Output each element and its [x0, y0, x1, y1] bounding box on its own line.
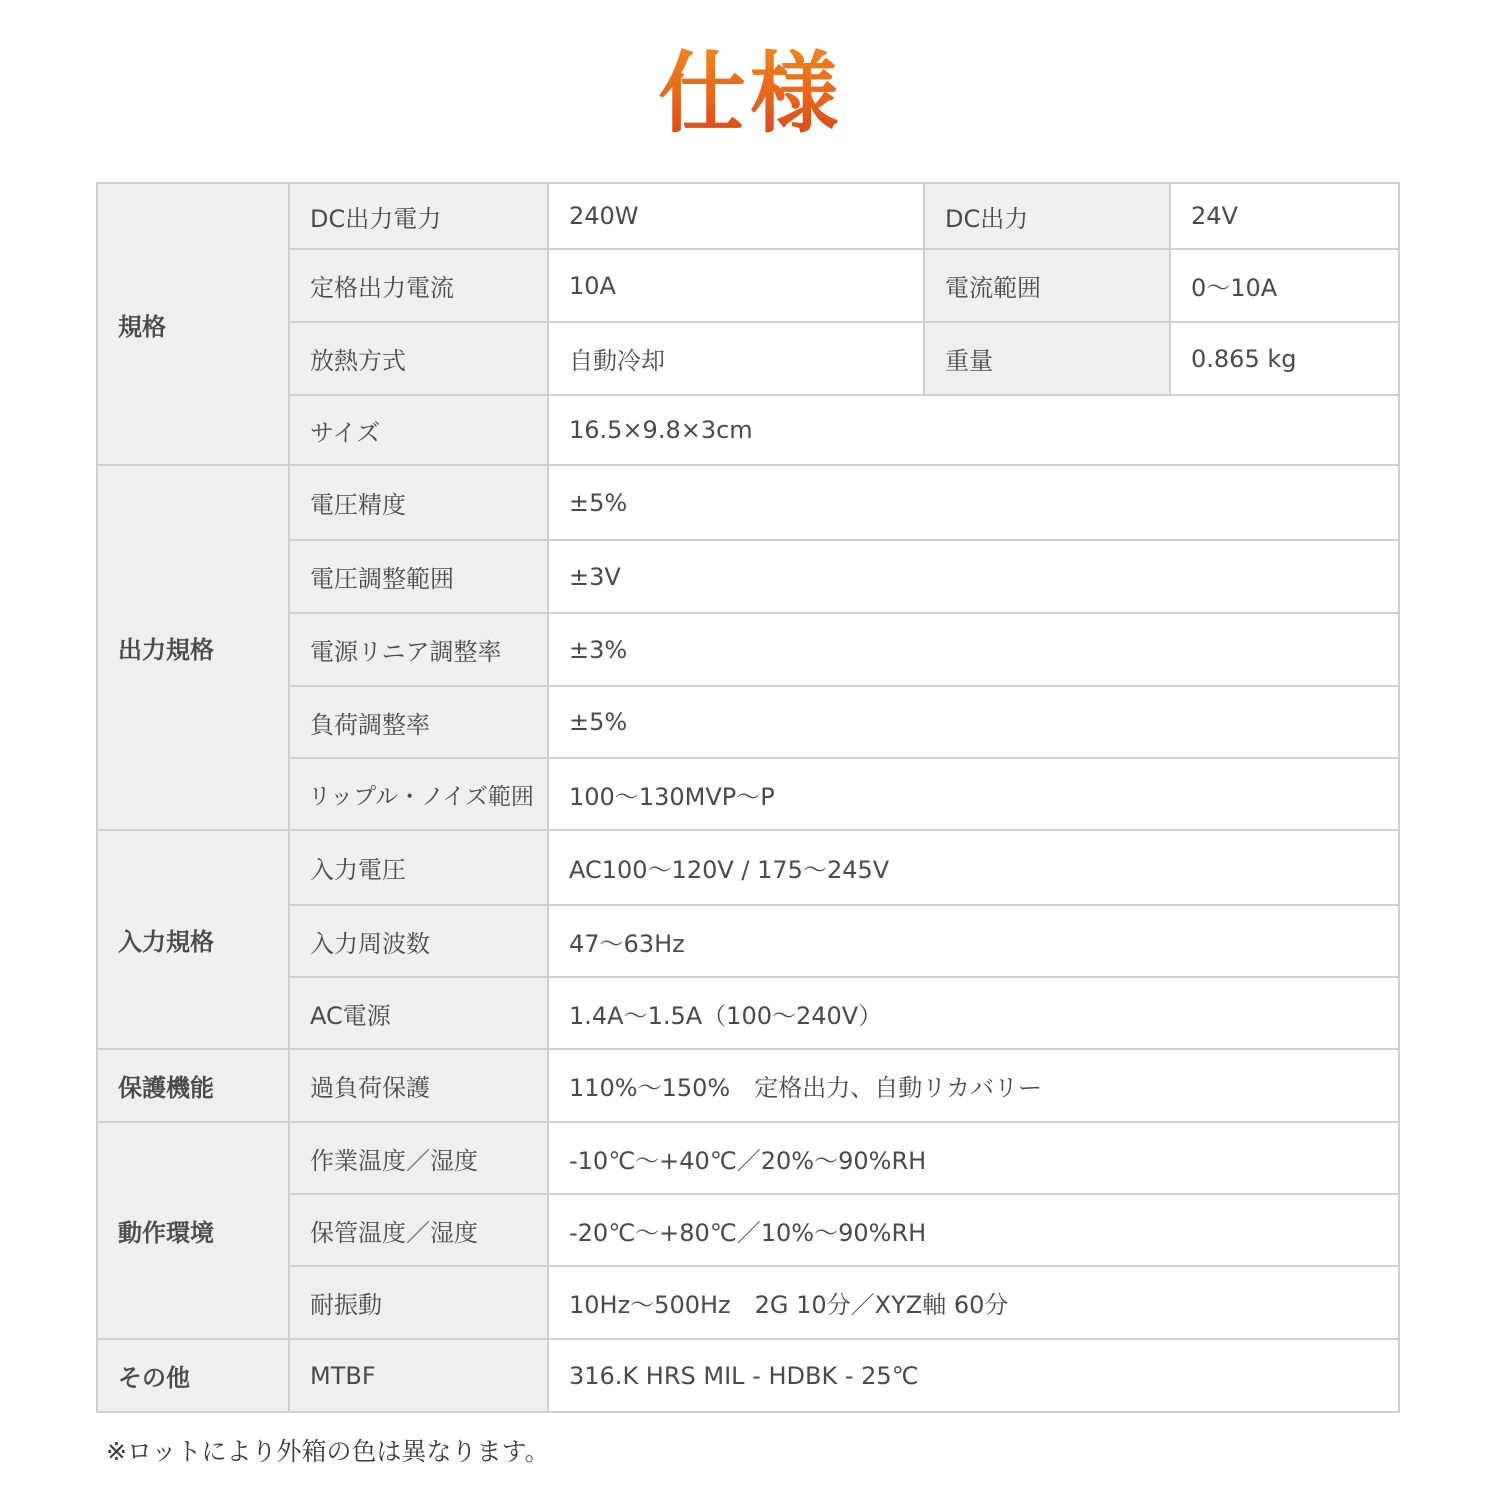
spec-label: DC出力	[924, 183, 1170, 249]
spec-label: サイズ	[289, 395, 548, 465]
spec-label: DC出力電力	[289, 183, 548, 249]
spec-value: 47～63Hz	[548, 905, 1399, 977]
footnote: ※ロットにより外箱の色は異なります。	[106, 1437, 550, 1466]
spec-value: 自動冷却	[548, 322, 924, 395]
spec-label: AC電源	[289, 977, 548, 1049]
table-row	[97, 977, 1399, 1049]
spec-value: 10Hz～500Hz 2G 10分／XYZ軸 60分	[548, 1266, 1399, 1339]
spec-label: 電圧調整範囲	[289, 540, 548, 613]
spec-value: -20℃～+80℃／10%～90%RH	[548, 1194, 1399, 1266]
spec-label: 電源リニア調整率	[289, 613, 548, 686]
table-row	[97, 1049, 1399, 1122]
table-row	[97, 1122, 1399, 1194]
table-row	[97, 1339, 1399, 1412]
spec-label: 負荷調整率	[289, 686, 548, 758]
category-spec: 規格	[97, 183, 289, 465]
spec-value: 0.865 kg	[1170, 322, 1399, 395]
spec-value: ±3V	[548, 540, 1399, 613]
spec-value: 16.5×9.8×3cm	[548, 395, 1399, 465]
table-row	[97, 613, 1399, 686]
page-title: 仕様	[0, 38, 1500, 148]
spec-value: 1.4A～1.5A（100～240V）	[548, 977, 1399, 1049]
table-row	[97, 830, 1399, 905]
table-row	[97, 686, 1399, 758]
spec-value: 10A	[548, 249, 924, 322]
spec-value: 100～130MVP～P	[548, 758, 1399, 830]
category-protection: 保護機能	[97, 1049, 289, 1122]
table-row	[97, 249, 1399, 322]
spec-label: 放熱方式	[289, 322, 548, 395]
category-environment: 動作環境	[97, 1122, 289, 1339]
spec-value: -10℃～+40℃／20%～90%RH	[548, 1122, 1399, 1194]
spec-label: 保管温度／湿度	[289, 1194, 548, 1266]
spec-label: 定格出力電流	[289, 249, 548, 322]
spec-value: ±3%	[548, 613, 1399, 686]
table-row	[97, 1194, 1399, 1266]
spec-value: 316.K HRS MIL - HDBK - 25℃	[548, 1339, 1399, 1412]
table-row	[97, 905, 1399, 977]
spec-label: 重量	[924, 322, 1170, 395]
table-row	[97, 322, 1399, 395]
spec-label: リップル・ノイズ範囲	[289, 758, 548, 830]
spec-label: 電圧精度	[289, 465, 548, 540]
spec-value: ±5%	[548, 465, 1399, 540]
spec-value: AC100～120V / 175～245V	[548, 830, 1399, 905]
spec-label: 電流範囲	[924, 249, 1170, 322]
spec-value: ±5%	[548, 686, 1399, 758]
category-input: 入力規格	[97, 830, 289, 1049]
spec-label: 入力電圧	[289, 830, 548, 905]
spec-table	[96, 182, 1400, 1413]
table-row	[97, 183, 1399, 249]
spec-value: 240W	[548, 183, 924, 249]
spec-label: 過負荷保護	[289, 1049, 548, 1122]
category-output: 出力規格	[97, 465, 289, 830]
spec-label: 耐振動	[289, 1266, 548, 1339]
table-row	[97, 395, 1399, 465]
spec-value: 110%～150% 定格出力、自動リカバリー	[548, 1049, 1399, 1122]
spec-value: 0～10A	[1170, 249, 1399, 322]
spec-label: 入力周波数	[289, 905, 548, 977]
spec-value: 24V	[1170, 183, 1399, 249]
spec-label: MTBF	[289, 1339, 548, 1412]
table-row	[97, 540, 1399, 613]
table-row	[97, 1266, 1399, 1339]
spec-label: 作業温度／湿度	[289, 1122, 548, 1194]
table-row	[97, 465, 1399, 540]
table-row	[97, 758, 1399, 830]
category-other: その他	[97, 1339, 289, 1412]
